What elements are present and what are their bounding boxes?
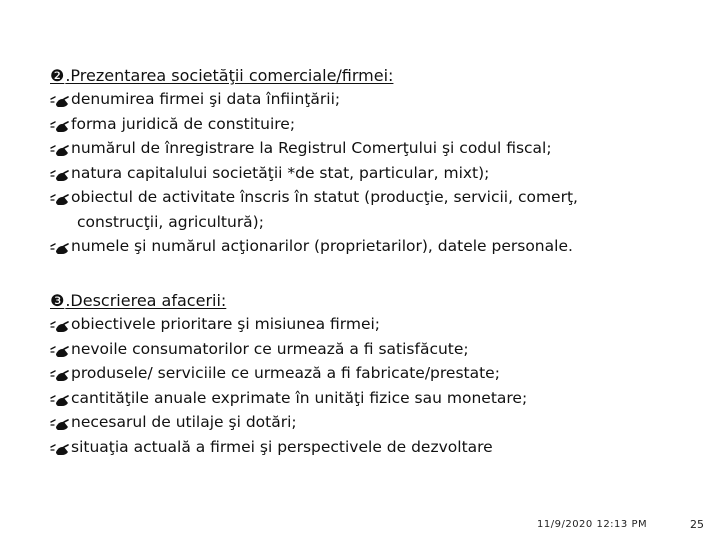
- slide-number: 25: [690, 518, 704, 531]
- writing-hand-icon: [50, 440, 70, 454]
- bullet-list: [50, 87, 710, 259]
- circled-number-two: ❷: [50, 66, 65, 85]
- writing-hand-icon: [50, 239, 70, 253]
- list-item: [50, 234, 710, 259]
- list-item-text: necesarul de utilaje şi dotări;: [71, 413, 297, 431]
- bullet-list: [50, 312, 710, 459]
- writing-hand-icon: [50, 415, 70, 429]
- footer-date: 11/9/2020 12:13 PM: [537, 519, 648, 530]
- list-item: [50, 361, 710, 386]
- section-title: .Descrierea afacerii:: [65, 291, 227, 310]
- section-prezentarea: [50, 64, 710, 259]
- section-heading: [50, 289, 710, 312]
- list-item-text: denumirea firmei şi data înfiinţării;: [71, 90, 341, 108]
- list-item: [50, 161, 710, 186]
- list-item: [50, 185, 710, 234]
- writing-hand-icon: [50, 92, 70, 106]
- list-item-text: obiectul de activitate înscris în statut (producţie, servicii, comerţ,: [71, 188, 578, 206]
- list-item-text: nevoile consumatorilor ce urmează a fi satisfăcute;: [71, 339, 469, 358]
- list-item: [50, 112, 710, 137]
- writing-hand-icon: [50, 141, 70, 155]
- list-item: [50, 87, 710, 112]
- section-title: .Prezentarea societăţii comerciale/firmei:: [65, 66, 394, 85]
- section-heading: [50, 64, 710, 87]
- writing-hand-icon: [50, 391, 70, 405]
- list-item: [50, 435, 710, 460]
- list-item: [50, 410, 710, 435]
- writing-hand-icon: [50, 166, 70, 180]
- list-item: [50, 337, 710, 362]
- list-item-text: obiectivele prioritare şi misiunea firmei;: [71, 315, 381, 333]
- list-item: [50, 386, 710, 411]
- section-descrierea: [50, 289, 710, 459]
- list-item-text: natura capitalului societăţii *de stat, particular, mixt);: [71, 163, 490, 182]
- list-item: [50, 312, 710, 337]
- writing-hand-icon: [50, 342, 70, 356]
- list-item-text: produsele/ serviciile ce urmează a fi fabricate/prestate;: [71, 364, 500, 382]
- list-item-text: situaţia actuală a firmei şi perspectivele de dezvoltare: [71, 437, 493, 456]
- list-item: [50, 136, 710, 161]
- list-item-text: numărul de înregistrare la Registrul Comerţului şi codul fiscal;: [71, 139, 552, 157]
- list-item-continuation: construcţii, agricultură);: [77, 212, 264, 231]
- writing-hand-icon: [50, 366, 70, 380]
- list-item-text: forma juridică de constituire;: [71, 114, 296, 133]
- writing-hand-icon: [50, 317, 70, 331]
- list-item-text: numele şi numărul acţionarilor (proprietarilor), datele personale.: [71, 237, 573, 255]
- list-item-text: cantităţile anuale exprimate în unităţi fizice sau monetare;: [71, 388, 528, 407]
- writing-hand-icon: [50, 117, 70, 131]
- writing-hand-icon: [50, 190, 70, 204]
- circled-number-three: ❸: [50, 291, 65, 310]
